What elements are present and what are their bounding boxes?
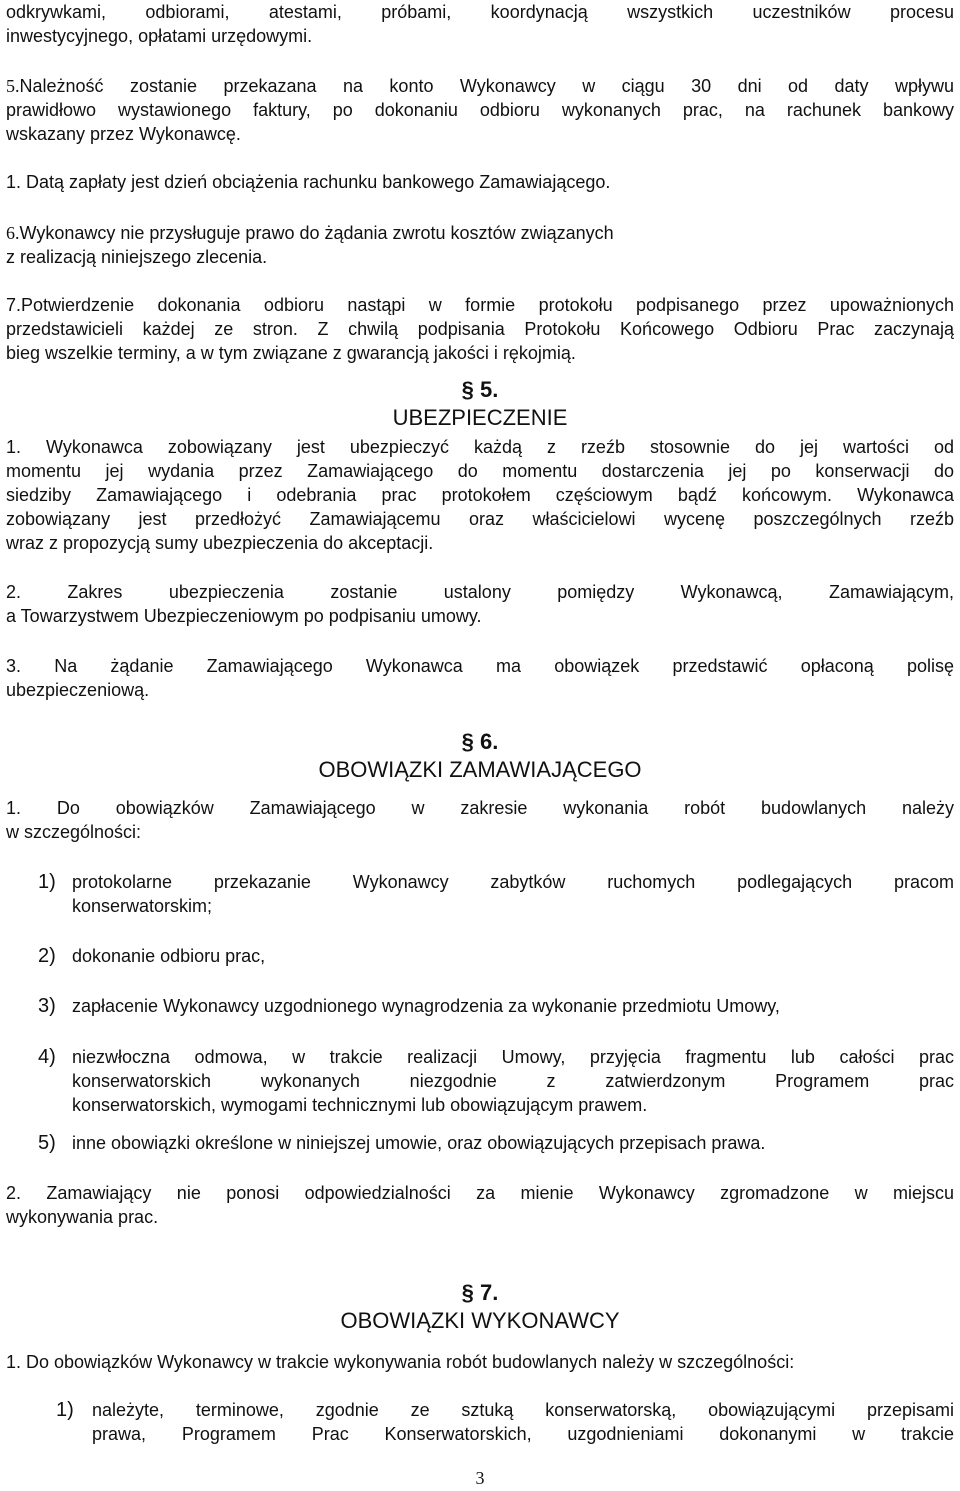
point-5-subpoint-1: 1. Datą zapłaty jest dzień obciążenia rachunku bankowego Zamawiającego.: [6, 172, 611, 192]
point-7-line-2: przedstawicieli każdej ze stron. Z chwilą podpisania Protokołu Końcowego Odbioru Prac zaczynają: [6, 319, 954, 339]
point-6-number: 6.: [6, 223, 20, 243]
section-6-title: OBOWIĄZKI ZAMAWIAJĄCEGO: [318, 757, 642, 782]
point-5-text: Należność zostanie przekazana na konto Wykonawcy w ciągu 30 dni od daty wpływu: [19, 76, 954, 96]
point-7-line-1: [6, 293, 954, 317]
sec6-item-3-number: 3): [38, 995, 56, 1017]
sec5-p1-line-4: zobowiązany jest przedłożyć Zamawiającemu oraz właścicielowi wycenę poszczególnych rzeźb: [6, 509, 954, 529]
sec5-p2-line-2: a Towarzystwem Ubezpieczeniowym po podpisaniu umowy.: [6, 606, 482, 626]
sec6-item-4-number: 4): [38, 1046, 56, 1068]
sec5-p1-line-5: wraz z propozycją sumy ubezpieczenia do akceptacji.: [6, 533, 434, 553]
sec6-item-5-line-1: inne obowiązki określone w niniejszej umowie, oraz obowiązujących przepisach prawa.: [72, 1133, 766, 1153]
section-7-paragraph: § 7.: [461, 1280, 499, 1305]
page-number: 3: [475, 1468, 485, 1488]
point-5-number: 5.: [6, 76, 20, 96]
sec5-p2-line-1: 2. Zakres ubezpieczenia zostanie ustalony pomiędzy Wykonawcą, Zamawiającym,: [6, 582, 954, 602]
sec5-p1-line-1: 1. Wykonawca zobowiązany jest ubezpieczyć każdą z rzeźb stosownie do jej wartości od: [6, 437, 954, 457]
sec6-item-1-line-2: konserwatorskim;: [72, 896, 213, 916]
intro-line-1: odkrywkami, odbiorami, atestami, próbami, koordynacją wszystkich uczestników procesu: [6, 2, 954, 22]
point-7-text: Potwierdzenie dokonania odbioru nastąpi w formie protokołu podpisanego przez upoważnionych: [21, 295, 954, 315]
sec7-item-1-line-2: prawa, Programem Prac Konserwatorskich, uzgodnieniami dokonanymi w trakcie: [92, 1424, 954, 1444]
intro-line-2: inwestycyjnego, opłatami urzędowymi.: [6, 26, 313, 46]
sec6-item-1-line-1: protokolarne przekazanie Wykonawcy zabytków ruchomych podlegających pracom: [72, 872, 954, 892]
point-5-line-3: wskazany przez Wykonawcę.: [6, 124, 241, 144]
sec7-item-1-number: 1): [56, 1399, 74, 1421]
sec6-item-2-line-1: dokonanie odbioru prac,: [72, 946, 266, 966]
point-5-line-1: [6, 74, 954, 98]
sec6-item-2-number: 2): [38, 945, 56, 967]
section-7-title: OBOWIĄZKI WYKONAWCY: [340, 1308, 620, 1333]
sec5-p3-line-2: ubezpieczeniową.: [6, 680, 150, 700]
sec5-p3-line-1: 3. Na żądanie Zamawiającego Wykonawca ma obowiązek przedstawić opłaconą polisę: [6, 656, 954, 676]
sec6-p1-line-2: w szczególności:: [6, 822, 142, 842]
sec6-item-4-line-3: konserwatorskich, wymogami technicznymi lub obowiązującym prawem.: [72, 1095, 648, 1115]
point-6-line-2: z realizacją niniejszego zlecenia.: [6, 247, 268, 267]
sec5-p1-line-3: siedziby Zamawiającego i odebrania prac protokołem częściowym bądź końcowym. Wykonawca: [6, 485, 954, 505]
section-5-paragraph: § 5.: [461, 377, 499, 402]
point-7-line-3: bieg wszelkie terminy, a w tym związane z gwarancją jakości i rękojmią.: [6, 343, 576, 363]
sec6-item-5-number: 5): [38, 1132, 56, 1154]
sec6-item-4-line-2: konserwatorskich wykonanych niezgodnie z zatwierdzonym Programem prac: [72, 1071, 954, 1091]
sec6-item-3-line-1: zapłacenie Wykonawcy uzgodnionego wynagrodzenia za wykonanie przedmiotu Umowy,: [72, 996, 780, 1016]
sec6-item-4-line-1: niezwłoczna odmowa, w trakcie realizacji Umowy, przyjęcia fragmentu lub całości prac: [72, 1047, 954, 1067]
sec7-item-1-line-1: należyte, terminowe, zgodnie ze sztuką konserwatorską, obowiązującymi przepisami: [92, 1400, 954, 1420]
point-6-text: Wykonawcy nie przysługuje prawo do żądania zwrotu kosztów związanych: [19, 223, 614, 243]
point-6-line-1: [6, 221, 954, 245]
sec7-p1: 1. Do obowiązków Wykonawcy w trakcie wykonywania robót budowlanych należy w szczególności:: [6, 1352, 795, 1372]
section-6-paragraph: § 6.: [461, 729, 499, 754]
sec6-p1-line-1: 1. Do obowiązków Zamawiającego w zakresie wykonania robót budowlanych należy: [6, 798, 954, 818]
sec5-p1-line-2: momentu jej wydania przez Zamawiającego do momentu dostarczenia jej po konserwacji do: [6, 461, 954, 481]
point-7-number: 7.: [6, 295, 22, 315]
point-5-line-2: prawidłowo wystawionego faktury, po dokonaniu odbioru wykonanych prac, na rachunek bankowy: [6, 100, 954, 120]
section-5-title: UBEZPIECZENIE: [392, 405, 568, 430]
sec6-p2-line-1: 2. Zamawiający nie ponosi odpowiedzialności za mienie Wykonawcy zgromadzone w miejscu: [6, 1183, 954, 1203]
sec6-p2-line-2: wykonywania prac.: [6, 1207, 159, 1227]
sec6-item-1-number: 1): [38, 871, 56, 893]
